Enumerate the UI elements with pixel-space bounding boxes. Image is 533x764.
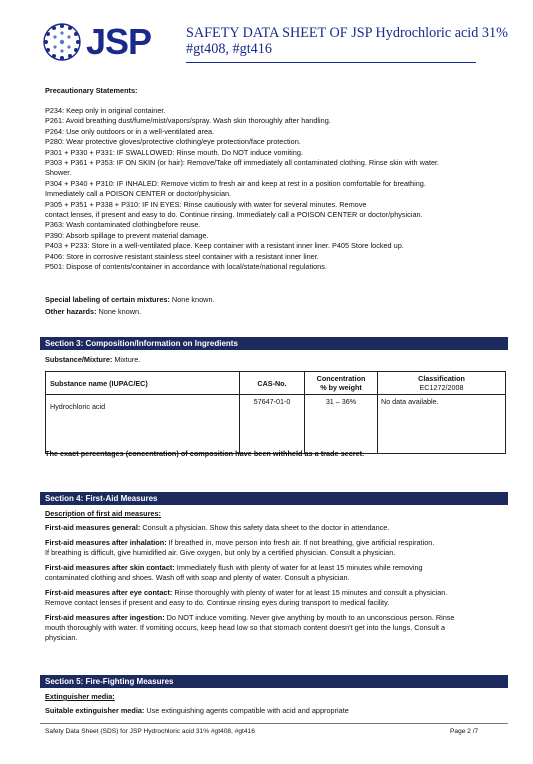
precautionary-line: Shower.: [45, 168, 72, 178]
trade-secret-text: The exact percentages (concentration) of composition have been withheld as a trade secret.: [45, 449, 365, 458]
precautionary-line: P304 + P340 + P310: IF INHALED: Remove victim to fresh air and keep at rest in a position comfortable for breathing.: [45, 178, 426, 188]
title-line-2: #gt408, #gt416: [186, 41, 272, 57]
precautionary-line: P305 + P351 + P338 + P310: IF IN EYES: Rinse cautiously with water for several minutes. Remove: [45, 199, 367, 209]
precautionary-heading: Precautionary Statements:: [45, 86, 138, 95]
other-value: None known.: [96, 307, 142, 316]
precautionary-line: P406: Store in corrosive resistant stainless steel container with a resistant inner liner.: [45, 251, 319, 261]
page-header: [0, 0, 533, 72]
section-4-header: Section 4: First-Aid Measures: [40, 492, 508, 505]
suitable-label: Suitable extinguisher media:: [45, 706, 145, 715]
precautionary-line: P264: Use only outdoors or in a well-ventilated area.: [45, 126, 215, 136]
jsp-logo: [40, 20, 151, 64]
footer-page-number: Page 2 /7: [450, 728, 479, 735]
first-aid-text: Rinse thoroughly with plenty of water for at least 15 minutes and consult a physician.: [172, 587, 448, 597]
cell-classification: No data available.: [378, 395, 506, 454]
first-aid-text: Immediately flush with plenty of water for at least 15 minutes while removing: [174, 562, 423, 572]
first-aid-continuation: If breathing is difficult, give humidified air. Give oxygen, but only by a certified physician. Consult a physician.: [45, 548, 396, 557]
first-aid-label: First-aid measures after eye contact:: [45, 587, 173, 597]
logo-text: JSP: [86, 21, 152, 62]
other-label: Other hazards:: [45, 307, 97, 316]
cell-concentration: 31 – 36%: [305, 395, 378, 454]
special-value: None known.: [169, 295, 215, 304]
other-hazards: [45, 307, 507, 317]
suitable-text: Use extinguishing agents compatible with acid and appropriate: [144, 706, 349, 715]
precautionary-line: P303 + P361 + P353: IF ON SKIN (or hair): Remove/Take off immediately all contaminated clothing. Rinse skin with water.: [45, 158, 440, 168]
first-aid-label: First-aid measures after inhalation:: [45, 537, 167, 547]
col-concentration: Concentration % by weight: [305, 372, 378, 395]
substance-value: Mixture.: [112, 355, 141, 364]
composition-table: [45, 371, 506, 454]
special-label: Special labeling of certain mixtures:: [45, 295, 170, 304]
first-aid-item: [45, 523, 507, 533]
precautionary-line: P234: Keep only in original container.: [45, 106, 166, 115]
first-aid-label: First-aid measures after ingestion:: [45, 612, 165, 622]
classification-label: Classification: [418, 374, 465, 383]
first-aid-label: First-aid measures after skin contact:: [45, 562, 175, 572]
footer-document-name: Safety Data Sheet (SDS) for JSP Hydrochloric acid 31% #gt408, #gt416: [45, 728, 255, 735]
document-title: [186, 25, 526, 57]
extinguisher-subheading: Extinguisher media:: [45, 692, 115, 701]
classification-sub: EC1272/2008: [419, 383, 464, 392]
first-aid-items: [45, 523, 507, 648]
first-aid-continuation: physician.: [45, 633, 78, 643]
first-aid-text: Do NOT induce vomiting. Never give anything by mouth to an unconscious person. Rinse: [164, 612, 455, 622]
first-aid-subheading-block: [45, 509, 507, 519]
precautionary-line: P301 + P330 + P331: IF SWALLOWED: Rinse mouth. Do NOT induce vomiting.: [45, 147, 303, 157]
precautionary-line: Immediately call a POISON CENTER or doctor/physician.: [45, 189, 232, 199]
first-aid-continuation: mouth thoroughly with water. If vomiting occurs, keep head low so that stomach content doesn't get into the lungs. Consult a: [45, 623, 446, 632]
first-aid-item: [45, 588, 507, 609]
precautionary-block: [45, 86, 507, 96]
first-aid-text: Consult a physician. Show this safety data sheet to the doctor in attendance.: [140, 523, 390, 532]
first-aid-subheading: Description of first aid measures:: [45, 509, 161, 518]
extinguisher-subheading-block: [45, 692, 507, 702]
substance-mixture: [45, 355, 507, 365]
precautionary-line: P363: Wash contaminated clothingbefore reuse.: [45, 220, 201, 230]
substance-label: Substance/Mixture:: [45, 355, 113, 364]
table-row: [46, 395, 506, 454]
globe-logo-icon: [40, 20, 84, 64]
special-labeling: [45, 295, 507, 305]
precautionary-line: P403 + P233: Store in a well-ventilated place. Keep container with a resistant inner liner. P405 Store locked up.: [45, 241, 404, 251]
title-line-1: SAFETY DATA SHEET OF JSP Hydrochloric acid 31%: [186, 25, 508, 41]
first-aid-continuation: contaminated clothing and shoes. Wash off with soap and plenty of water. Consult a physician.: [45, 573, 350, 582]
first-aid-item: [45, 613, 507, 644]
first-aid-label: First-aid measures general:: [45, 523, 141, 532]
precautionary-line: P501: Dispose of contents/container in accordance with local/state/national regulations.: [45, 262, 327, 272]
precautionary-line: P390: Absorb spillage to prevent material damage.: [45, 230, 209, 240]
precautionary-statements: [45, 106, 507, 273]
col-classification: [378, 372, 506, 395]
suitable-extinguisher: [45, 706, 507, 716]
trade-secret-note: [45, 449, 507, 459]
first-aid-continuation: Remove contact lenses if present and easy to do. Continue rinsing eyes during transport to medical facility.: [45, 598, 390, 607]
cell-substance: Hydrochloric acid: [46, 395, 240, 454]
first-aid-text: If breathed in, move person into fresh air. If not breathing, give artificial respiration.: [166, 537, 435, 547]
precautionary-line: P261: Avoid breathing dust/fume/mist/vapors/spray. Wash skin thoroughly after handling.: [45, 116, 331, 126]
footer-rule: [40, 723, 508, 724]
first-aid-item: [45, 563, 507, 584]
cell-cas: 57647-01-0: [240, 395, 305, 454]
section-5-header: Section 5: Fire-Fighting Measures: [40, 675, 508, 688]
col-cas-no: CAS-No.: [240, 372, 305, 395]
col-substance-name: Substance name (IUPAC/EC): [46, 372, 240, 395]
section-3-header: Section 3: Composition/Information on Ingredients: [40, 337, 508, 350]
title-rule: [186, 62, 476, 63]
table-header-row: [46, 372, 506, 395]
precautionary-line: P280: Wear protective gloves/protective clothing/eye protection/face protection.: [45, 137, 301, 147]
precautionary-line: contact lenses, if present and easy to do. Continue rinsing. Immediately call a POISON CENTER or doctor/physician.: [45, 210, 423, 220]
first-aid-item: [45, 538, 507, 559]
